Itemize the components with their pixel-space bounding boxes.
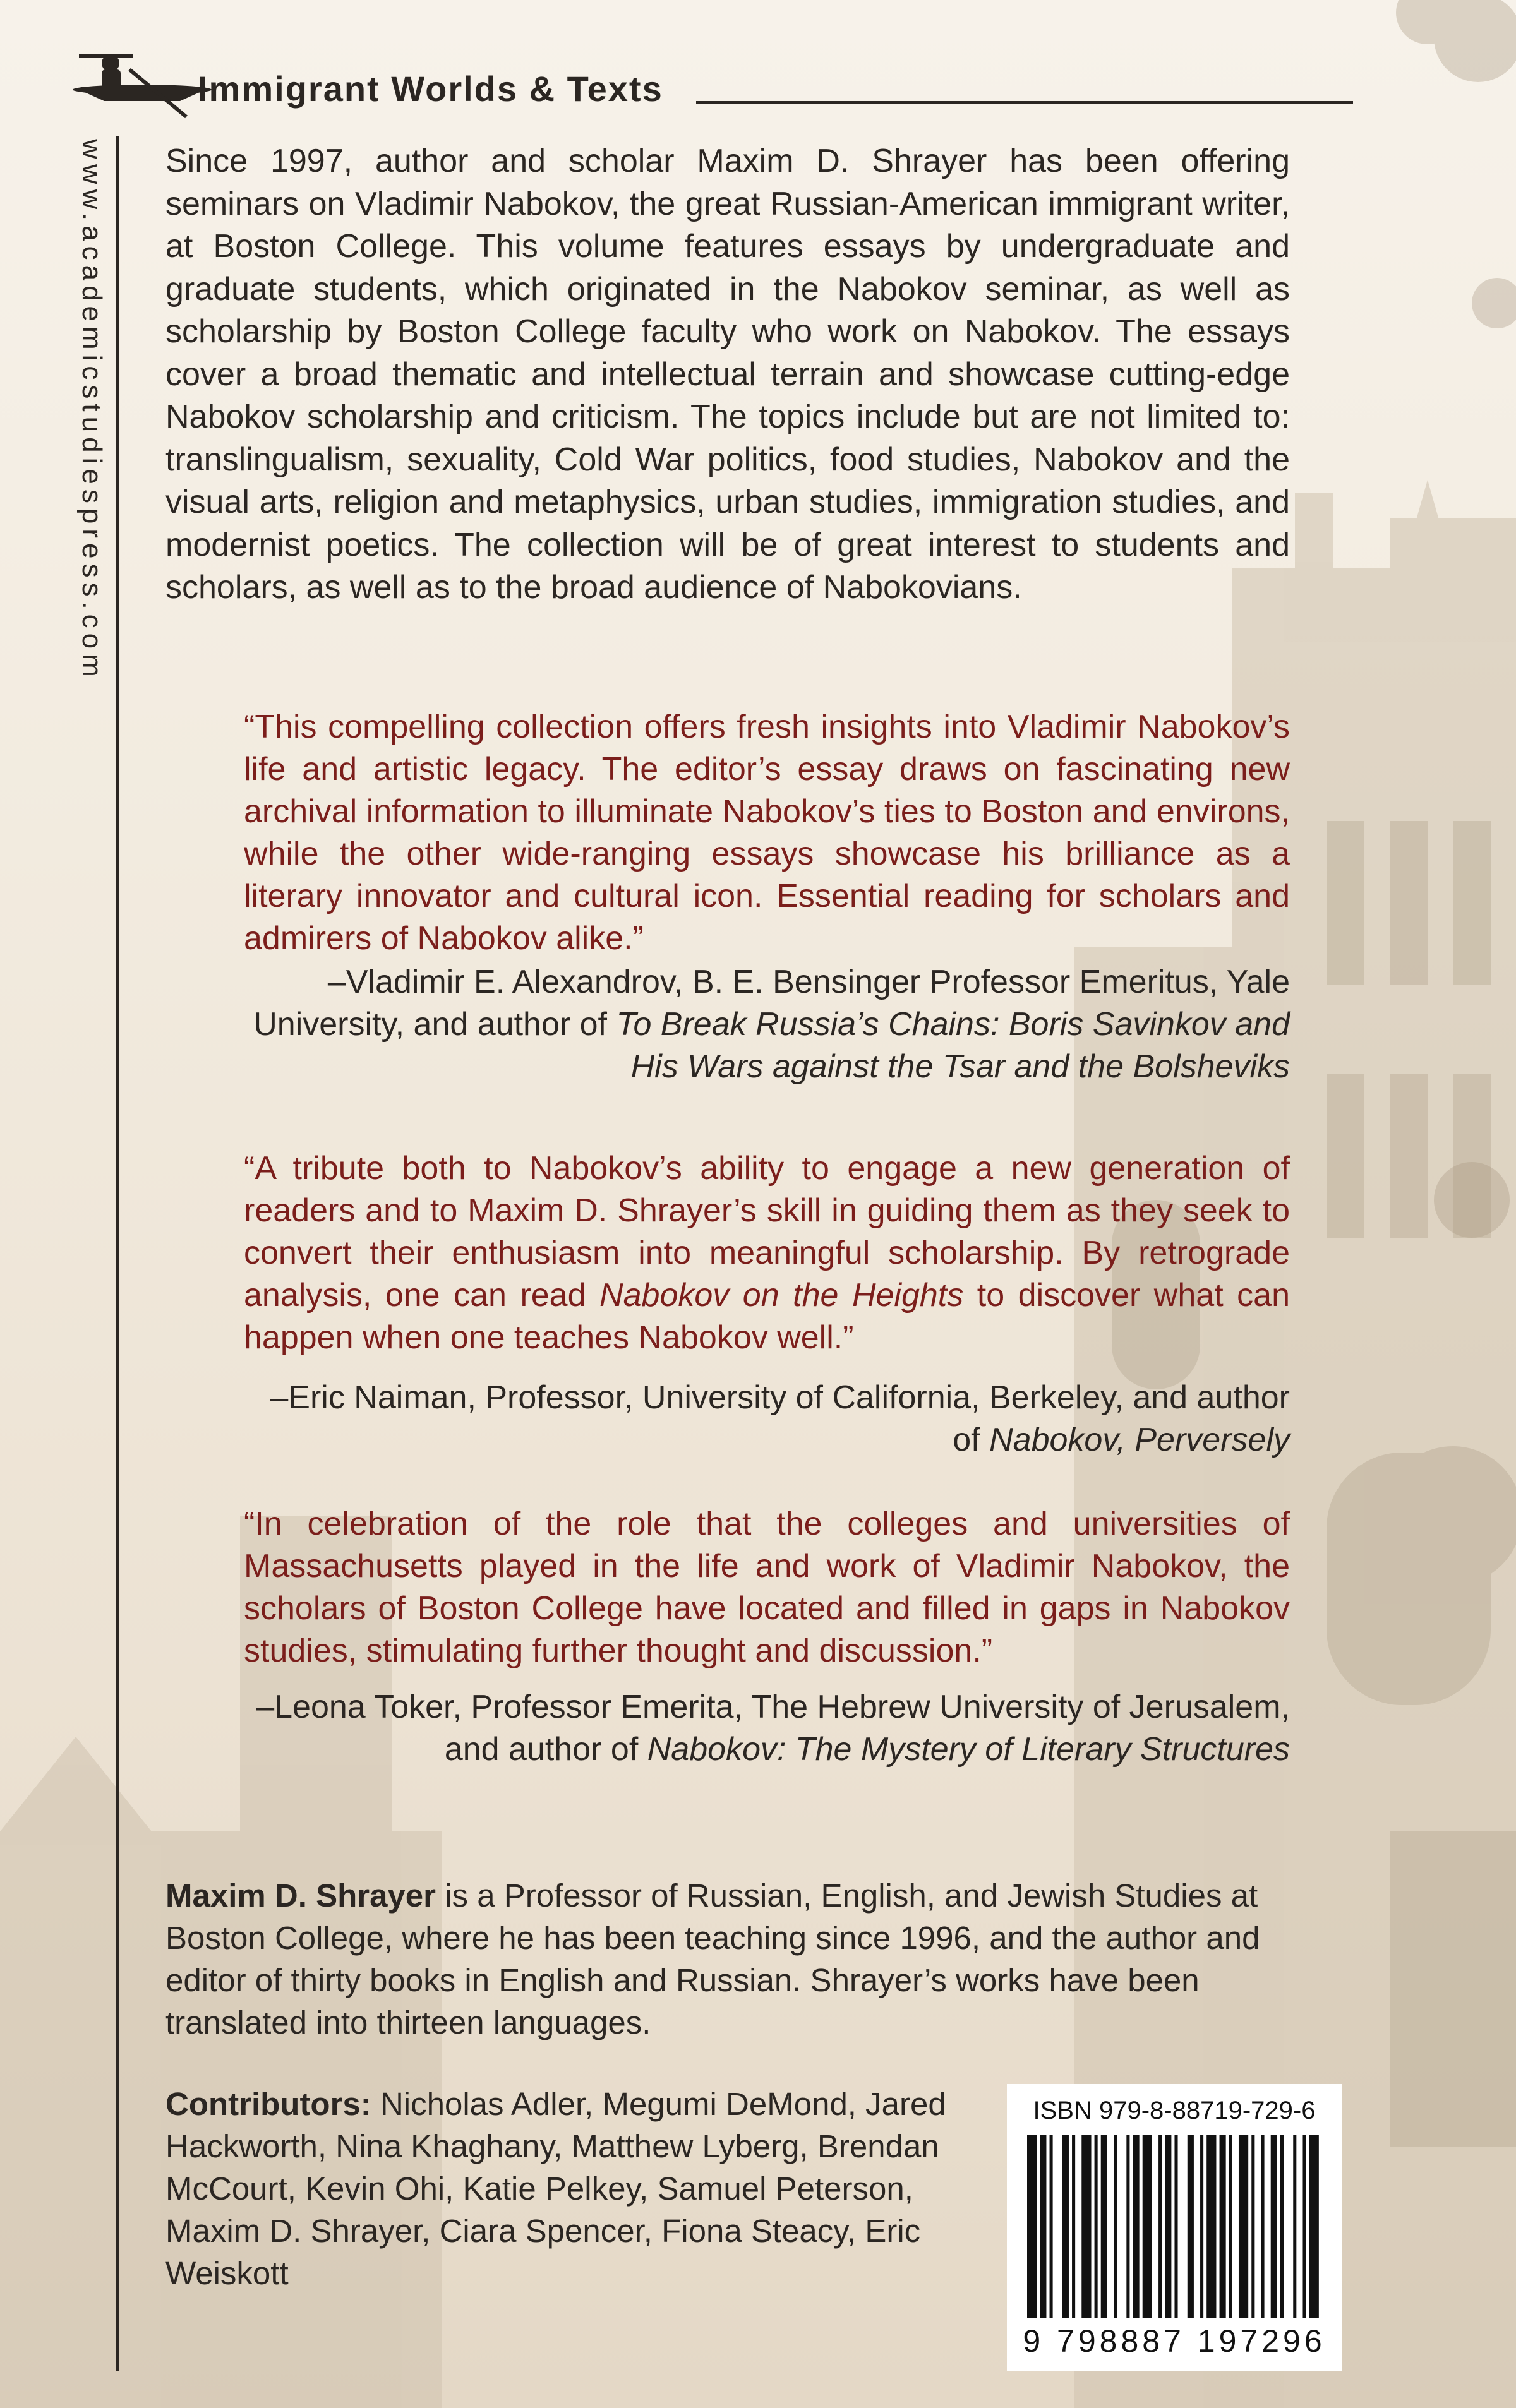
book-title: Nabokov on the Heights	[599, 1277, 964, 1314]
book-title: Nabokov: The Mystery of Literary Structures	[647, 1731, 1290, 1768]
series-title: Immigrant Worlds & Texts	[198, 69, 663, 109]
isbn-barcode	[1007, 2084, 1342, 2371]
book-title: Nabokov, Perversely	[989, 1422, 1290, 1458]
blurb-quote: “This compelling collection offers fresh insights into Vladimir Nabokov’s life and artistic legacy. The editor’s essay draws on fascinating new archival information to illuminate Nabokov’s ties to Boston and environs, while the other wide-ranging essays showcase his brilliance as a literary innovator and cultural icon. Essential reading for scholars and admirers of Nabokov alike.”	[244, 709, 1290, 957]
blurb-attribution: –Leona Toker, Professor Emerita, The Hebrew University of Jerusalem, and author of Nabokov: The Mystery of Literary Structures	[256, 1689, 1290, 1768]
book-title: To Break Russia’s Chains: Boris Savinkov and His Wars against the Tsar and the Bolsheviks	[616, 1006, 1290, 1085]
contributors-list: Contributors: Nicholas Adler, Megumi DeMond, Jared Hackworth, Nina Khaghany, Matthew Lyberg, Brendan McCourt, Kevin Ohi, Katie Pelkey, Samuel Peterson, Maxim D. Shrayer, Ciara Spencer, Fiona Steacy, Eric Weiskott	[165, 2086, 946, 2291]
rower-in-boat-icon	[73, 54, 212, 117]
blurb-quote: “In celebration of the role that the colleges and universities of Massachusetts played in the life and work of Vladimir Nabokov, the scholars of Boston College have located and filled in gaps in Nabokov studies, stimulating further thought and discussion.”	[244, 1506, 1290, 1669]
blurb-attribution: –Eric Naiman, Professor, University of California, Berkeley, and author of Nabokov, Perversely	[270, 1379, 1290, 1458]
barcode-digits: 9 798887 197296	[1023, 2323, 1326, 2359]
blurb-attribution: –Vladimir E. Alexandrov, B. E. Bensinger Professor Emeritus, Yale University, and author of To Break Russia’s Chains: Boris Savinkov and His Wars against the Tsar and the Bolsheviks	[253, 964, 1290, 1085]
author-name: Maxim D. Shrayer	[165, 1878, 436, 1914]
author-bio: Maxim D. Shrayer is a Professor of Russian, English, and Jewish Studies at Boston College, where he has been teaching since 1996, and the author and editor of thirty books in English and Russian. Shrayer’s works have been translated into thirteen languages.	[165, 1878, 1260, 2040]
header-rule	[696, 101, 1353, 104]
book-description: Since 1997, author and scholar Maxim D. Shrayer has been offering seminars on Vladimir Nabokov, the great Russian-American immigrant writer, at Boston College. This volume features essays by undergraduate and graduate students, which originated in the Nabokov seminar, as well as scholarship by Boston College faculty who work on Nabokov. The essays cover a broad thematic and intellectual terrain and showcase cutting-edge Nabokov scholarship and criticism. The topics include but are not limited to: translingualism, sexuality, Cold War politics, food studies, Nabokov and the visual arts, religion and metaphysics, urban studies, immigration studies, and modernist poetics. The collection will be of great interest to students and scholars, as well as to the broad audience of Nabokovians.	[165, 143, 1290, 606]
publisher-url: www.academicstudiespress.com	[76, 139, 107, 682]
isbn-label: ISBN 979-8-88719-729-6	[1033, 2097, 1316, 2124]
vertical-rule	[116, 136, 119, 2371]
contributors-label: Contributors:	[165, 2086, 371, 2122]
blurb-quote: “A tribute both to Nabokov’s ability to engage a new generation of readers and to Maxim D. Shrayer’s skill in guiding them as they seek to convert their enthusiasm into meaningful scholarship. By retrograde analysis, one can read Nabokov on the Heights to discover what can happen when one teaches Nabokov well.”	[244, 1150, 1290, 1356]
barcode-icon	[1027, 2135, 1325, 2318]
